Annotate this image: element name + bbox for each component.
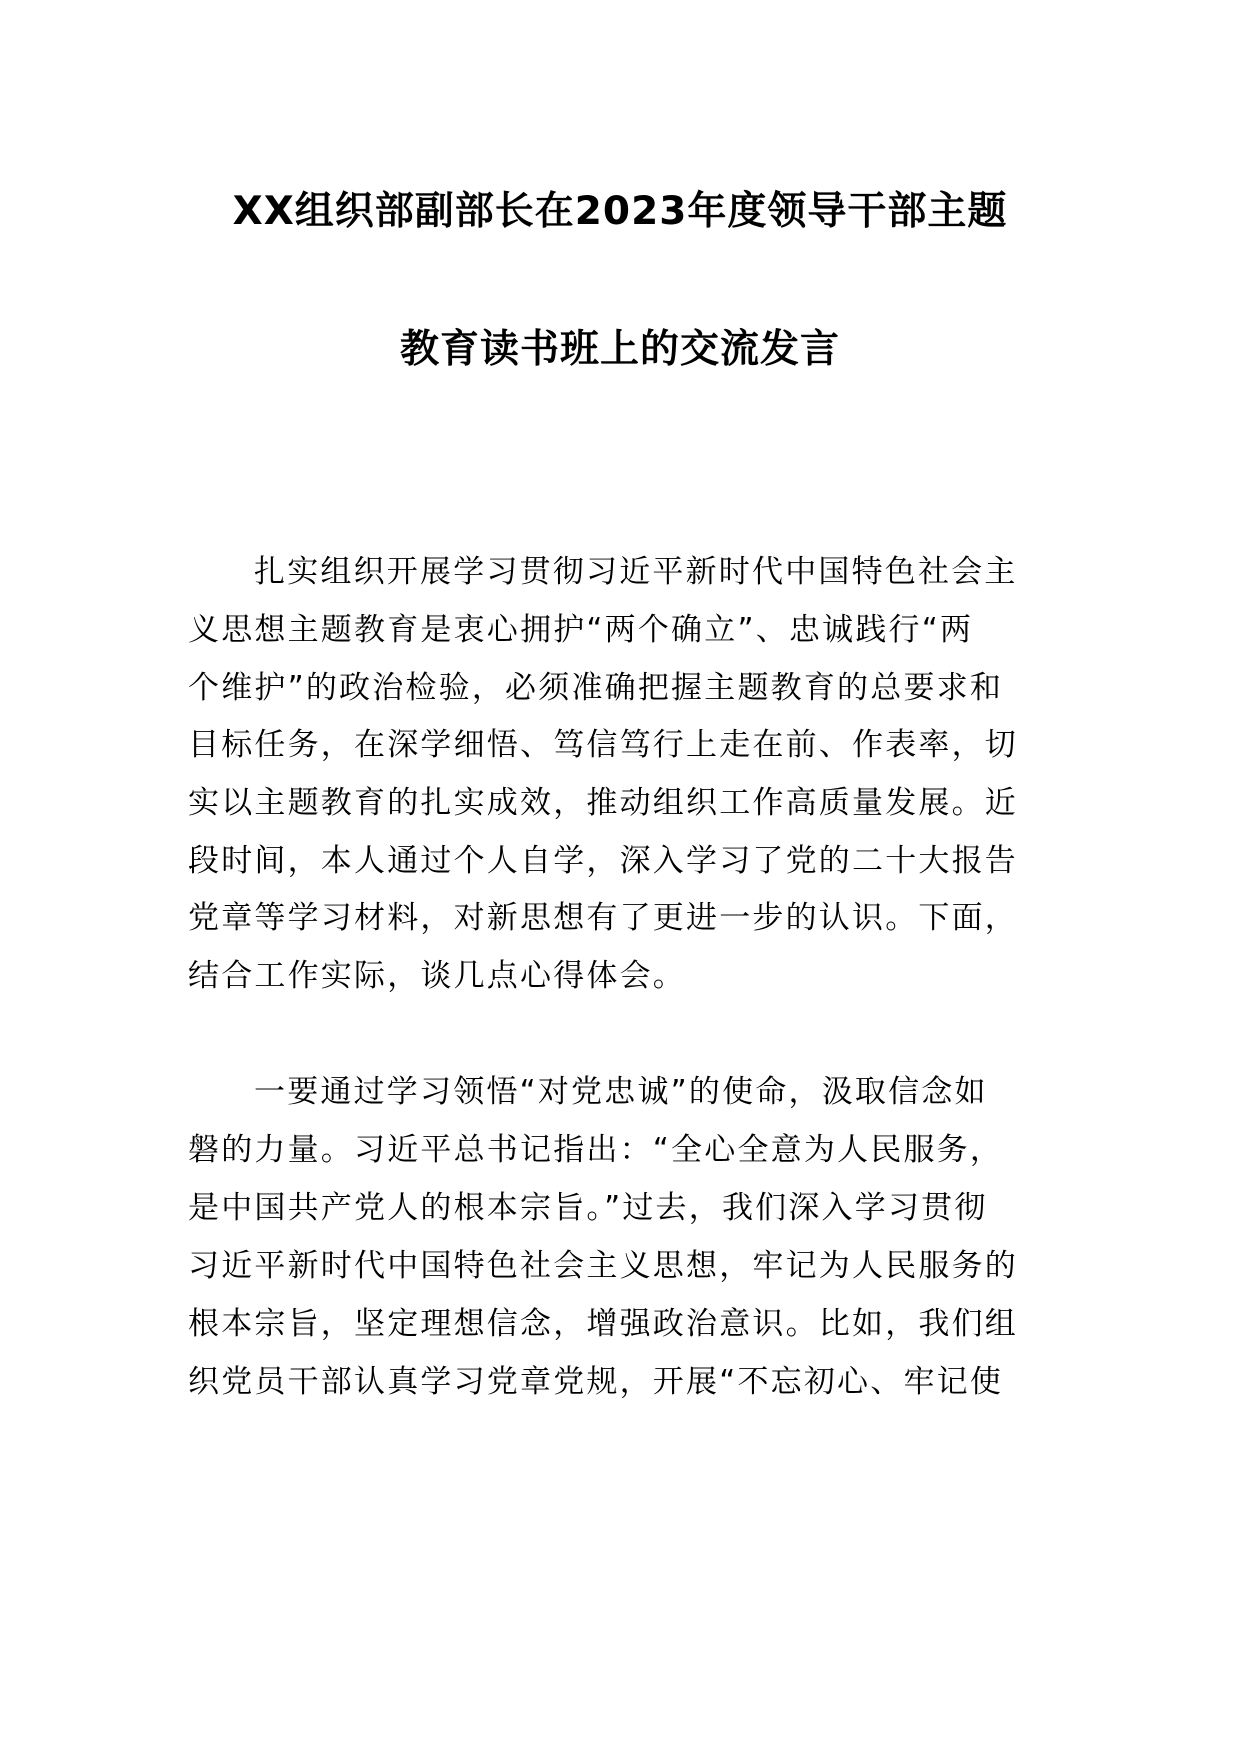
paragraph-line: 个维护”的政治检验，必须准确把握主题教育的总要求和 <box>188 670 1004 706</box>
paragraph-line: 扎实组织开展学习贯彻习近平新时代中国特色社会主 <box>254 554 1018 590</box>
paragraph-line: 磐的力量。习近平总书记指出：“全心全意为人民服务， <box>188 1132 1004 1168</box>
paragraph-line: 义思想主题教育是衷心拥护“两个确立”、忠诚践行“两 <box>188 612 974 648</box>
document-title-line-1: XX组织部副部长在2023年度领导干部主题 <box>232 189 1008 234</box>
paragraph-line: 织党员干部认真学习党章党规，开展“不忘初心、牢记使 <box>188 1364 1004 1400</box>
paragraph-line: 实以主题教育的扎实成效，推动组织工作高质量发展。近 <box>188 785 1018 821</box>
paragraph-line: 根本宗旨，坚定理想信念，增强政治意识。比如，我们组 <box>188 1306 1018 1342</box>
paragraph-line: 是中国共产党人的根本宗旨。”过去，我们深入学习贯彻 <box>188 1190 988 1226</box>
paragraph-line: 习近平新时代中国特色社会主义思想，牢记为人民服务的 <box>188 1248 1018 1284</box>
paragraph-line: 一要通过学习领悟“对党忠诚”的使命，汲取信念如 <box>254 1074 988 1110</box>
paragraph-line: 目标任务，在深学细悟、笃信笃行上走在前、作表率，切 <box>188 727 1018 763</box>
document-title-line-2: 教育读书班上的交流发言 <box>399 327 840 372</box>
paragraph-line: 段时间，本人通过个人自学，深入学习了党的二十大报告 <box>188 843 1018 879</box>
paragraph-line: 党章等学习材料，对新思想有了更进一步的认识。下面， <box>188 900 1018 936</box>
paragraph-line: 结合工作实际，谈几点心得体会。 <box>188 958 686 994</box>
